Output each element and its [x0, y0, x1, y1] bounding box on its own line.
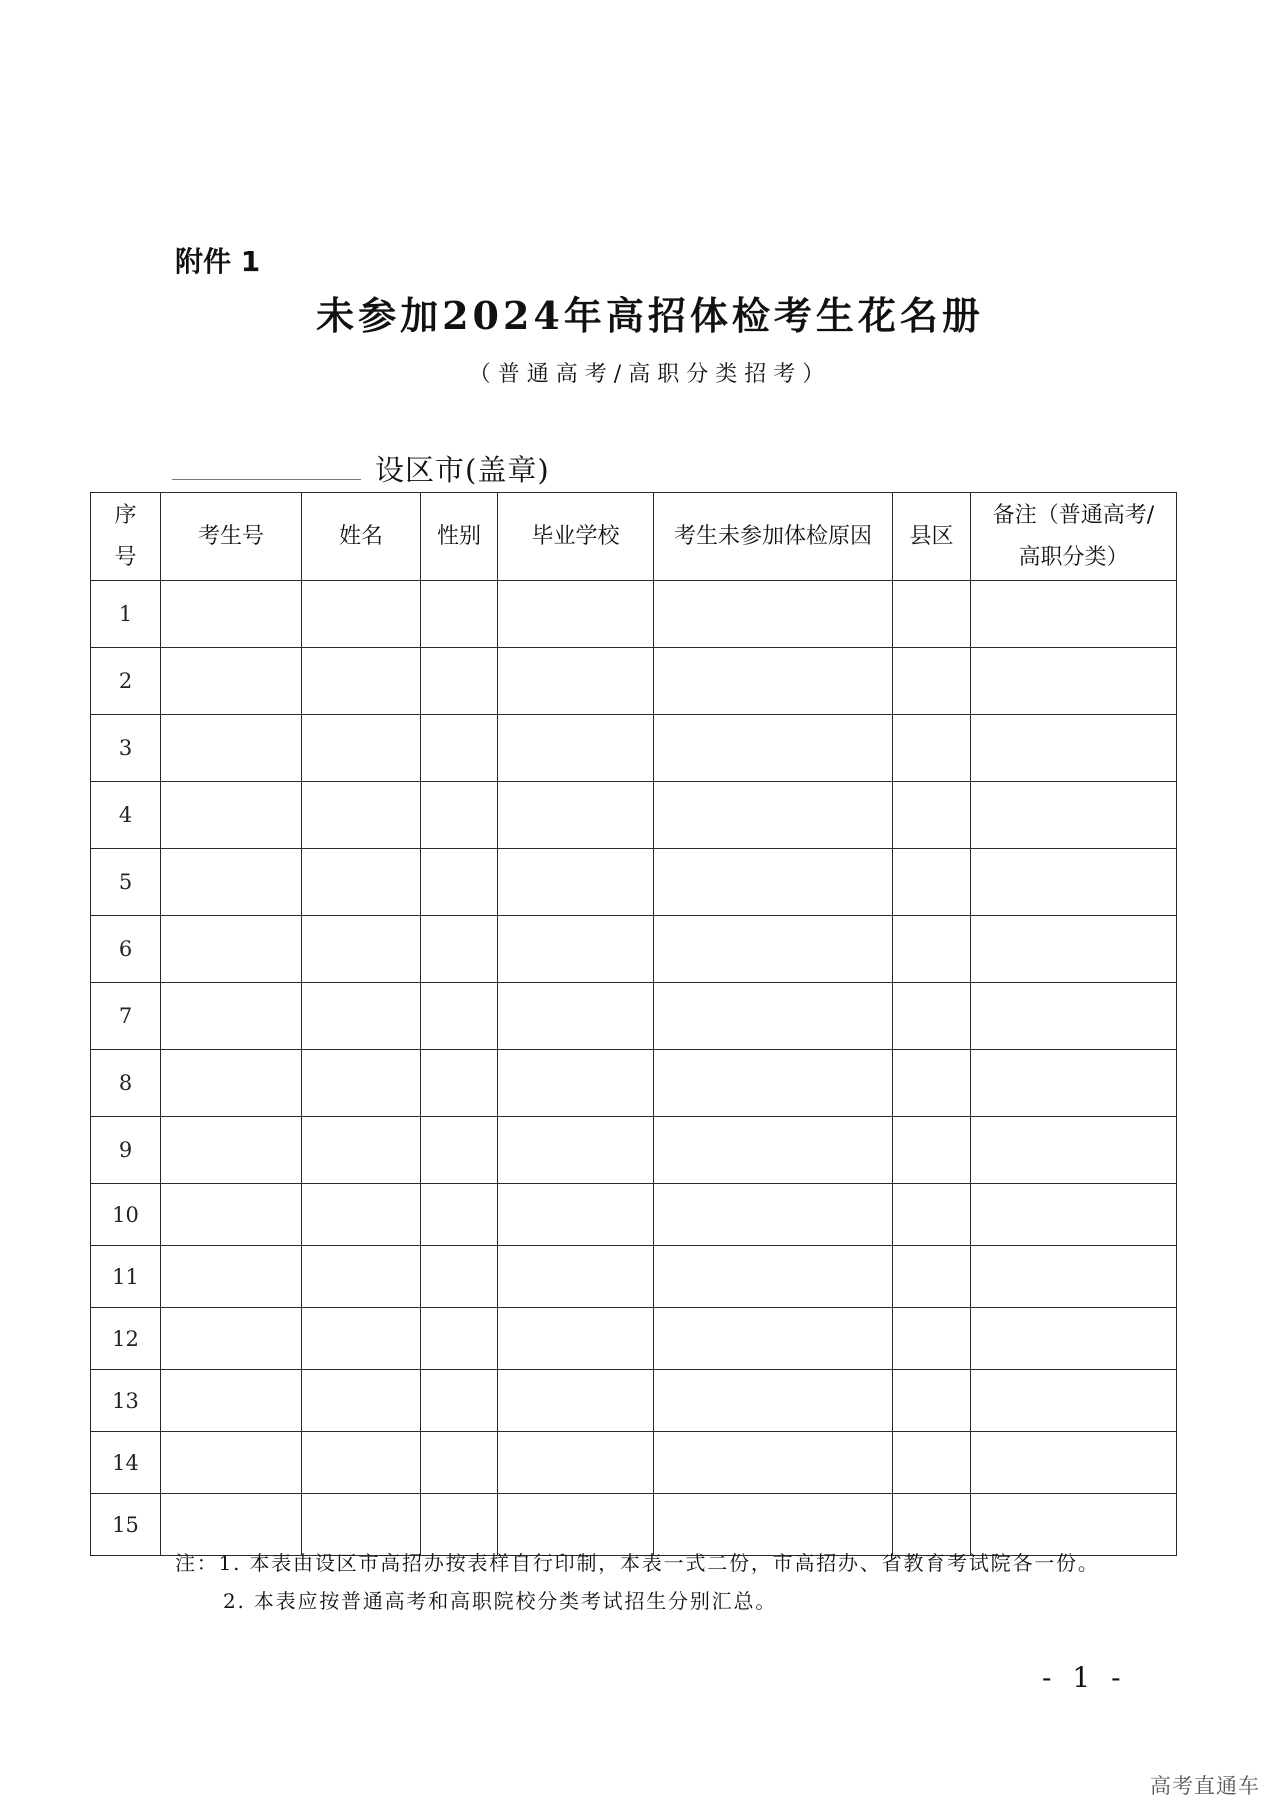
cell-remarks: [971, 648, 1177, 715]
table-row: [91, 983, 1177, 1050]
cell-school: [498, 782, 654, 849]
cell-county: [893, 1432, 971, 1494]
header-remarks: [971, 493, 1177, 581]
cell-name: [302, 1432, 421, 1494]
cell-school: [498, 1246, 654, 1308]
row-number: 11: [91, 1246, 161, 1308]
cell-county: [893, 916, 971, 983]
attachment-label: 附件 1: [175, 245, 261, 278]
cell-name: [302, 1308, 421, 1370]
cell-remarks: [971, 1308, 1177, 1370]
cell-exam-id: [161, 1117, 302, 1184]
cell-exam-id: [161, 1050, 302, 1117]
header-name: [302, 493, 421, 581]
cell-county: [893, 1494, 971, 1556]
cell-exam-id: [161, 983, 302, 1050]
cell-gender: [421, 648, 498, 715]
cell-remarks: [971, 581, 1177, 648]
header-school: [498, 493, 654, 581]
cell-gender: [421, 849, 498, 916]
cell-exam-id: [161, 715, 302, 782]
cell-remarks: [971, 1117, 1177, 1184]
table-row: [91, 1184, 1177, 1246]
cell-exam-id: [161, 849, 302, 916]
cell-reason: [654, 1050, 893, 1117]
cell-name: [302, 715, 421, 782]
cell-remarks: [971, 916, 1177, 983]
document-subtitle: （普通高考/高职分类招考）: [468, 362, 832, 387]
cell-school: [498, 1370, 654, 1432]
header-serial-line-1: 序: [114, 502, 137, 528]
header-gender: [421, 493, 498, 581]
row-number: 13: [91, 1370, 161, 1432]
header-reason-text: 考生未参加体检原因: [673, 523, 872, 549]
cell-remarks: [971, 1246, 1177, 1308]
table-row: [91, 581, 1177, 648]
cell-county: [893, 581, 971, 648]
cell-school: [498, 648, 654, 715]
cell-name: [302, 983, 421, 1050]
header-serial: [91, 493, 161, 581]
cell-name: [302, 1246, 421, 1308]
cell-school: [498, 1432, 654, 1494]
cell-county: [893, 1117, 971, 1184]
cell-remarks: [971, 715, 1177, 782]
cell-name: [302, 581, 421, 648]
table-row: [91, 916, 1177, 983]
cell-county: [893, 1050, 971, 1117]
cell-remarks: [971, 849, 1177, 916]
cell-county: [893, 1308, 971, 1370]
cell-reason: [654, 1117, 893, 1184]
cell-name: [302, 916, 421, 983]
cell-gender: [421, 1370, 498, 1432]
cell-school: [498, 1117, 654, 1184]
cell-school: [498, 849, 654, 916]
cell-gender: [421, 1308, 498, 1370]
header-county: [893, 493, 971, 581]
cell-name: [302, 782, 421, 849]
cell-gender: [421, 983, 498, 1050]
cell-reason: [654, 1308, 893, 1370]
header-remarks-line-2: 高职分类）: [1018, 544, 1129, 570]
row-number: 3: [91, 715, 161, 782]
footnote-1: 注：1. 本表由设区市高招办按表样自行印制，本表一式二份，市高招办、省教育考试院各一份。: [175, 1551, 1100, 1575]
cell-county: [893, 648, 971, 715]
table-header: [91, 493, 1177, 581]
cell-exam-id: [161, 1494, 302, 1556]
cell-reason: [654, 1246, 893, 1308]
cell-county: [893, 1246, 971, 1308]
roster-table: [90, 492, 1177, 1556]
cell-school: [498, 581, 654, 648]
cell-county: [893, 782, 971, 849]
header-name-text: 姓名: [338, 523, 383, 549]
cell-county: [893, 1184, 971, 1246]
row-number: 6: [91, 916, 161, 983]
header-gender-text: 性别: [436, 523, 481, 549]
cell-school: [498, 1494, 654, 1556]
cell-name: [302, 1370, 421, 1432]
cell-exam-id: [161, 1370, 302, 1432]
stamp-line: [172, 452, 550, 488]
row-number: 4: [91, 782, 161, 849]
cell-reason: [654, 648, 893, 715]
cell-reason: [654, 782, 893, 849]
cell-name: [302, 1117, 421, 1184]
cell-county: [893, 983, 971, 1050]
row-number: 7: [91, 983, 161, 1050]
cell-exam-id: [161, 1432, 302, 1494]
cell-name: [302, 1494, 421, 1556]
cell-county: [893, 715, 971, 782]
cell-school: [498, 1184, 654, 1246]
cell-reason: [654, 581, 893, 648]
cell-school: [498, 1308, 654, 1370]
table-row: [91, 1494, 1177, 1556]
cell-name: [302, 648, 421, 715]
table-row: [91, 1432, 1177, 1494]
cell-remarks: [971, 1432, 1177, 1494]
cell-school: [498, 1050, 654, 1117]
table-row: [91, 1117, 1177, 1184]
cell-exam-id: [161, 648, 302, 715]
header-reason: [654, 493, 893, 581]
header-exam-id: [161, 493, 302, 581]
row-number: 8: [91, 1050, 161, 1117]
table-row: [91, 1246, 1177, 1308]
cell-exam-id: [161, 1308, 302, 1370]
cell-gender: [421, 1494, 498, 1556]
cell-remarks: [971, 1184, 1177, 1246]
cell-school: [498, 715, 654, 782]
cell-exam-id: [161, 1246, 302, 1308]
cell-county: [893, 1370, 971, 1432]
header-county-text: 县区: [909, 523, 954, 549]
fill-in-blank-line: [172, 452, 361, 480]
table-row: [91, 648, 1177, 715]
table-row: [91, 1370, 1177, 1432]
cell-remarks: [971, 983, 1177, 1050]
cell-reason: [654, 1370, 893, 1432]
cell-exam-id: [161, 581, 302, 648]
table-row: [91, 1050, 1177, 1117]
cell-gender: [421, 1050, 498, 1117]
row-number: 14: [91, 1432, 161, 1494]
cell-remarks: [971, 1370, 1177, 1432]
row-number: 1: [91, 581, 161, 648]
cell-gender: [421, 715, 498, 782]
table-row: [91, 1308, 1177, 1370]
cell-gender: [421, 1117, 498, 1184]
stamp-label: 设区市(盖章): [375, 453, 550, 487]
row-number: 2: [91, 648, 161, 715]
table-row: [91, 782, 1177, 849]
cell-gender: [421, 581, 498, 648]
header-serial-line-2: 号: [114, 544, 137, 570]
watermark-text: 高考直通车: [1150, 1774, 1260, 1798]
cell-exam-id: [161, 782, 302, 849]
cell-gender: [421, 782, 498, 849]
page-number: - 1 -: [1042, 1661, 1127, 1694]
header-exam-id-text: 考生号: [197, 523, 264, 549]
table-row: [91, 715, 1177, 782]
cell-gender: [421, 1432, 498, 1494]
cell-reason: [654, 1184, 893, 1246]
row-number: 12: [91, 1308, 161, 1370]
cell-reason: [654, 916, 893, 983]
row-number: 9: [91, 1117, 161, 1184]
table-row: [91, 849, 1177, 916]
cell-gender: [421, 1184, 498, 1246]
cell-school: [498, 916, 654, 983]
cell-gender: [421, 916, 498, 983]
cell-exam-id: [161, 916, 302, 983]
cell-reason: [654, 1432, 893, 1494]
cell-gender: [421, 1246, 498, 1308]
row-number: 10: [91, 1184, 161, 1246]
cell-county: [893, 849, 971, 916]
cell-reason: [654, 1494, 893, 1556]
cell-name: [302, 1184, 421, 1246]
cell-name: [302, 1050, 421, 1117]
table-body: [91, 581, 1177, 1556]
cell-remarks: [971, 1494, 1177, 1556]
header-remarks-line-1: 备注（普通高考/: [992, 502, 1155, 528]
cell-name: [302, 849, 421, 916]
header-row: [91, 493, 1177, 581]
header-school-text: 毕业学校: [531, 523, 620, 549]
cell-remarks: [971, 1050, 1177, 1117]
document-title: 未参加2024年高招体检考生花名册: [316, 293, 984, 338]
cell-reason: [654, 715, 893, 782]
footnote-2: 2. 本表应按普通高考和高职院校分类考试招生分别汇总。: [223, 1589, 778, 1613]
row-number: 15: [91, 1494, 161, 1556]
cell-exam-id: [161, 1184, 302, 1246]
cell-reason: [654, 849, 893, 916]
row-number: 5: [91, 849, 161, 916]
cell-school: [498, 983, 654, 1050]
cell-remarks: [971, 782, 1177, 849]
cell-reason: [654, 983, 893, 1050]
